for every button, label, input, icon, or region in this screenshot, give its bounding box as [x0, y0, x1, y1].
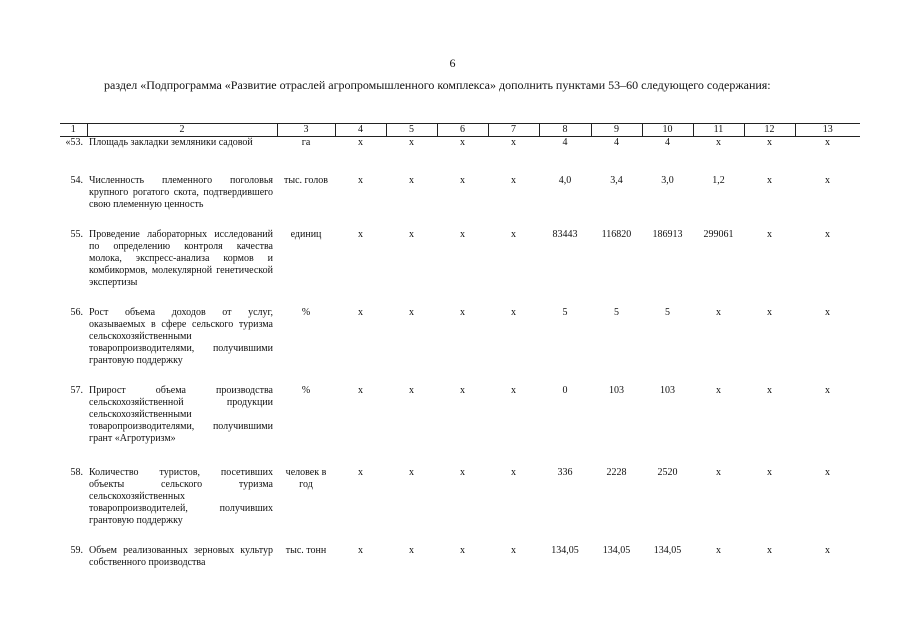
- table-header-row: [60, 124, 860, 137]
- indicator-name: Прирост объема производства сельскохозяйственной продукции сельскохозяйственными товаропроизводителями, получившими грант «Агротуризм»: [89, 385, 273, 444]
- indicator-name: Численность племенного поголовья крупного рогатого скота, подтвердившего свою племенную ценность: [89, 175, 273, 210]
- table-cell: 5: [665, 307, 670, 318]
- table-cell: х: [511, 385, 516, 396]
- table-cell: 336: [557, 467, 573, 478]
- table-cell: 2520: [657, 467, 678, 478]
- table-cell: х: [716, 137, 721, 148]
- table-cell: х: [460, 467, 465, 478]
- table-cell: х: [716, 467, 721, 478]
- table-cell: х: [409, 545, 414, 556]
- table-row: [60, 137, 860, 176]
- column-header: 2: [87, 124, 277, 137]
- table-cell: 4: [665, 137, 670, 148]
- column-header: 1: [60, 124, 87, 137]
- table-cell: 4: [562, 137, 568, 148]
- table-cell: 5: [614, 307, 619, 318]
- column-header: 7: [488, 124, 539, 137]
- row-number: 58.: [70, 467, 83, 478]
- row-number: «53.: [65, 137, 83, 148]
- table-row: [60, 385, 860, 467]
- table-cell: х: [716, 307, 721, 318]
- table-cell: х: [511, 175, 516, 186]
- unit-of-measure: тыс. тонн: [285, 545, 327, 556]
- indicator-name: Рост объема доходов от услуг, оказываемых в сфере сельского туризма сельскохозяйственными товаропроизводителями, получившими грантовую поддержку: [89, 307, 273, 366]
- row-number: 56.: [70, 307, 83, 318]
- unit-of-measure: человек в год: [285, 467, 327, 490]
- table-cell: х: [409, 229, 414, 240]
- column-header: 13: [795, 124, 860, 137]
- table-cell: 4,0: [558, 175, 572, 186]
- indicator-name: Площадь закладки земляники садовой: [89, 137, 253, 148]
- indicators-table: [60, 123, 860, 575]
- table-cell: 134,05: [602, 545, 631, 556]
- table-cell: 0: [562, 385, 568, 396]
- table-cell: 1,2: [712, 175, 725, 186]
- table-cell: х: [460, 229, 465, 240]
- table-cell: х: [825, 545, 830, 556]
- table-row: [60, 175, 860, 229]
- column-header: 3: [277, 124, 335, 137]
- table-cell: 5: [562, 307, 568, 318]
- column-header: 10: [642, 124, 693, 137]
- indicator-name: Объем реализованных зерновых культур собственного производства: [89, 545, 273, 568]
- table-cell: х: [460, 545, 465, 556]
- table-cell: 83443: [552, 229, 578, 240]
- table-cell: х: [409, 467, 414, 478]
- table-cell: х: [358, 229, 363, 240]
- table-cell: х: [825, 229, 830, 240]
- column-header: 6: [437, 124, 488, 137]
- intro-paragraph: раздел «Подпрограмма «Развитие отраслей агропромышленного комплекса» дополнить пунктами 53–60 следующего содержания:: [104, 78, 771, 92]
- table-cell: х: [511, 545, 516, 556]
- row-number: 55.: [70, 229, 83, 240]
- column-header: 11: [693, 124, 744, 137]
- unit-of-measure: %: [301, 385, 311, 396]
- table-cell: х: [511, 137, 516, 148]
- table-cell: х: [358, 307, 363, 318]
- table-cell: х: [511, 229, 516, 240]
- table-row: [60, 229, 860, 307]
- table-cell: х: [409, 137, 414, 148]
- row-number: 57.: [70, 385, 83, 396]
- table-cell: х: [716, 385, 721, 396]
- table-cell: х: [460, 137, 465, 148]
- unit-of-measure: %: [301, 307, 311, 318]
- table-cell: х: [409, 385, 414, 396]
- table-cell: х: [825, 137, 830, 148]
- table-cell: х: [767, 385, 772, 396]
- table-cell: х: [460, 307, 465, 318]
- column-header: 8: [539, 124, 591, 137]
- table-cell: х: [460, 175, 465, 186]
- table-cell: 134,05: [551, 545, 579, 556]
- table-cell: 134,05: [653, 545, 682, 556]
- table-cell: х: [767, 229, 772, 240]
- column-header: 12: [744, 124, 795, 137]
- table-cell: 299061: [703, 229, 734, 240]
- table-cell: 103: [660, 385, 675, 396]
- table-cell: х: [825, 385, 830, 396]
- unit-of-measure: тыс. голов: [284, 175, 328, 186]
- table-cell: х: [409, 175, 414, 186]
- table-cell: 3,4: [610, 175, 623, 186]
- table-row: [60, 467, 860, 545]
- table-cell: х: [825, 307, 830, 318]
- indicator-name: Проведение лабораторных исследований по определению контроля качества молока, экспресс-анализа кормов и комбикормов, молекулярной генетической экспертизы: [89, 229, 273, 288]
- table-cell: х: [358, 467, 363, 478]
- table-cell: 103: [609, 385, 624, 396]
- page-number: 6: [449, 56, 456, 70]
- table-cell: 2228: [606, 467, 627, 478]
- table-cell: х: [767, 467, 772, 478]
- table-cell: х: [409, 307, 414, 318]
- table-cell: 4: [614, 137, 619, 148]
- column-header: 5: [386, 124, 437, 137]
- table-cell: 186913: [652, 229, 683, 240]
- table-cell: х: [511, 467, 516, 478]
- table-cell: х: [716, 545, 721, 556]
- row-number: 59.: [70, 545, 83, 556]
- table-cell: х: [825, 175, 830, 186]
- table-cell: х: [767, 307, 772, 318]
- table-cell: х: [358, 137, 363, 148]
- table-cell: 116820: [601, 229, 632, 240]
- column-header: 4: [335, 124, 386, 137]
- unit-of-measure: га: [301, 137, 311, 148]
- table-cell: х: [358, 545, 363, 556]
- table-cell: х: [767, 137, 772, 148]
- indicator-name: Количество туристов, посетивших объекты сельского туризма сельскохозяйственных товаропроизводителей, получивших грантовую поддержку: [89, 467, 273, 526]
- table-cell: х: [460, 385, 465, 396]
- table-cell: х: [767, 175, 772, 186]
- table-cell: х: [511, 307, 516, 318]
- table-cell: х: [767, 545, 772, 556]
- table-cell: х: [825, 467, 830, 478]
- table-cell: х: [358, 175, 363, 186]
- table-row: [60, 545, 860, 575]
- table-cell: х: [358, 385, 363, 396]
- table-cell: 3,0: [661, 175, 674, 186]
- row-number: 54.: [70, 175, 83, 186]
- column-header: 9: [591, 124, 642, 137]
- table-row: [60, 307, 860, 385]
- unit-of-measure: единиц: [290, 229, 322, 240]
